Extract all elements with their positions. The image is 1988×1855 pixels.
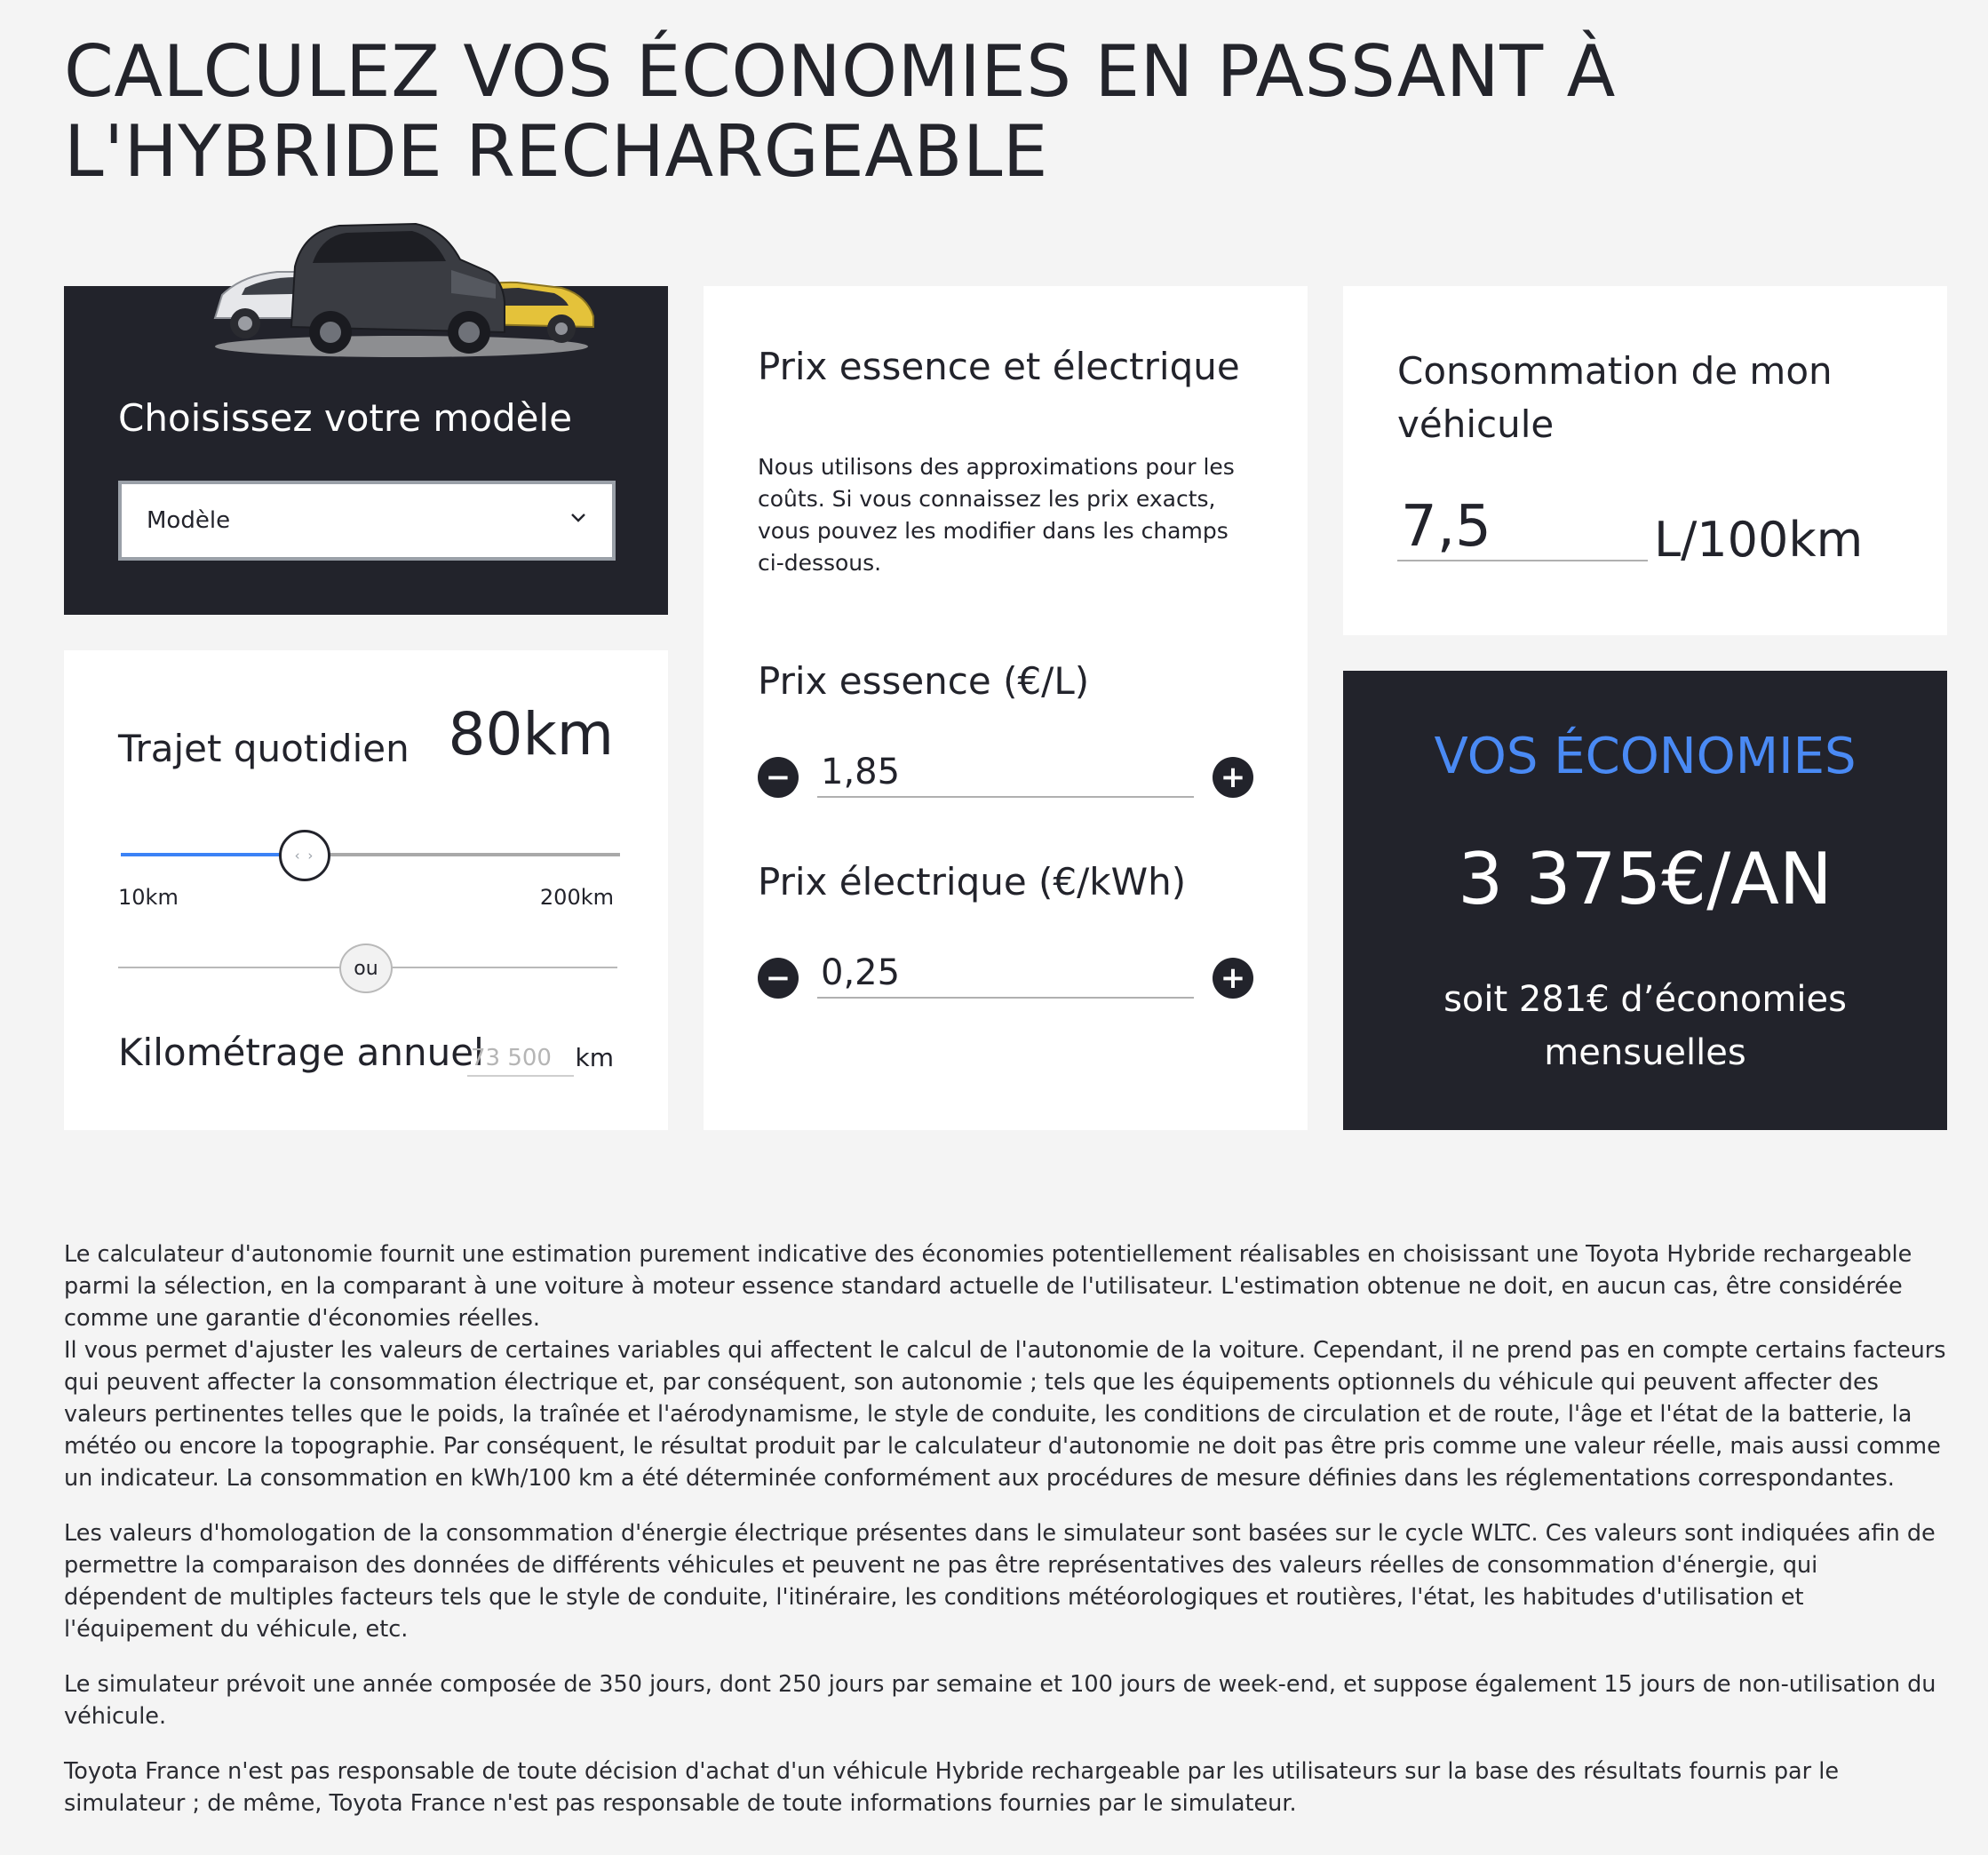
price-description: Nous utilisons des approximations pour les coûts. Si vous connaissez les prix exacts, vous pouvez les modifier dans les champs ci-dessous.	[758, 454, 1235, 576]
trajet-value: 80km	[448, 700, 614, 768]
minus-icon: −	[765, 960, 791, 996]
trajet-slider-fill	[121, 853, 305, 856]
plus-icon: +	[1220, 960, 1246, 996]
disclaimer	[64, 1238, 1947, 1843]
consumption-input[interactable]	[1397, 494, 1648, 561]
trajet-label: Trajet quotidien	[118, 727, 410, 770]
consumption-heading: Consommation de mon véhicule	[1397, 349, 1833, 446]
trajet-slider-thumb[interactable]	[279, 830, 330, 881]
cars-illustration	[206, 213, 597, 364]
savings-value: 3 375€/AN	[1458, 838, 1833, 920]
model-select[interactable]	[118, 481, 616, 561]
fuel-increment-button[interactable]	[1213, 757, 1253, 798]
plus-icon: +	[1220, 760, 1246, 795]
annual-mileage-label: Kilométrage annuel	[118, 1031, 484, 1074]
disclaimer-paragraph: Le simulateur prévoit une année composée de 350 jours, dont 250 jours par semaine et 100 jours de week-end, et suppose également 15 jours de non-utilisation du véhicule.	[64, 1671, 1936, 1730]
fuel-price-label: Prix essence (€/L)	[758, 659, 1090, 703]
model-heading: Choisissez votre modèle	[118, 396, 573, 440]
minus-icon: −	[765, 760, 791, 795]
model-select-value: Modèle	[147, 507, 231, 534]
slider-max-label: 200km	[539, 885, 614, 910]
price-card	[704, 286, 1308, 1130]
disclaimer-paragraph: Toyota France n'est pas responsable de toute décision d'achat d'un véhicule Hybride rechargeable par les utilisateurs sur la base des résultats fournis par le simulateur ; de même, Toyota France n'est pas responsable de toute informations fournies par le simulateur.	[64, 1758, 1840, 1817]
fuel-decrement-button[interactable]	[758, 757, 799, 798]
electric-increment-button[interactable]	[1213, 958, 1253, 999]
electric-price-input[interactable]	[817, 949, 1194, 999]
or-badge: ou	[339, 943, 393, 993]
savings-title: VOS ÉCONOMIES	[1434, 728, 1857, 785]
electric-price-label: Prix électrique (€/kWh)	[758, 860, 1187, 904]
chevron-down-icon	[568, 507, 589, 529]
page-title: CALCULEZ VOS ÉCONOMIES EN PASSANT À L'HYBRIDE RECHARGEABLE	[64, 30, 1616, 193]
savings-card	[1343, 671, 1947, 1130]
savings-subtitle: soit 281€ d’économies mensuelles	[1443, 979, 1847, 1073]
annual-mileage-input[interactable]	[467, 1041, 574, 1077]
disclaimer-paragraph: Les valeurs d'homologation de la consommation d'énergie électrique présentes dans le simulateur sont basées sur le cycle WLTC. Ces valeurs sont indiquées afin de permettre la comparaison des données de différents véhicules et peuvent ne pas être représentatives des valeurs réelles de consommation d'énergie, qui dépendent de multiples facteurs tels que le style de conduite, l'itinéraire, les conditions météorologiques et routières, l'état, les habitudes d'utilisation et l'équipement du véhicule, etc.	[64, 1520, 1936, 1643]
dark-suv	[291, 224, 505, 354]
consumption-card	[1343, 286, 1947, 635]
electric-decrement-button[interactable]	[758, 958, 799, 999]
price-heading: Prix essence et électrique	[758, 345, 1240, 388]
consumption-unit: L/100km	[1654, 512, 1864, 568]
annual-mileage-unit: km	[575, 1043, 614, 1072]
slider-min-label: 10km	[118, 885, 179, 910]
disclaimer-paragraph: Le calculateur d'autonomie fournit une estimation purement indicative des économies potentiellement réalisables en choisissant une Toyota Hybride rechargeable parmi la sélection, en la comparant à une voiture à moteur essence standard actuelle de l'utilisateur. L'estimation obtenue ne doit, en aucun cas, être considérée comme une garantie d'économies réelles.	[64, 1241, 1912, 1332]
trajet-card	[64, 650, 668, 1130]
slider-arrows-icon: ‹ ›	[294, 848, 315, 864]
disclaimer-paragraph: Il vous permet d'ajuster les valeurs de certaines variables qui affectent le calcul de l'autonomie de la voiture. Cependant, il ne prend pas en compte certains facteurs qui peuvent affecter la consommation électrique et, par conséquent, son autonomie ; tels que les équipements optionnels du véhicule qui peuvent affecter des valeurs pertinentes telles que le poids, la traînée et l'aérodynamisme, le style de conduite, les conditions de circulation et de route, l'âge et l'état de la batterie, la météo ou encore la topographie. Par conséquent, le résultat produit par le calculateur d'autonomie ne doit pas être pris comme une valeur réelle, mais aussi comme un indicateur. La consommation en kWh/100 km a été déterminée conformément aux procédures de mesure définies dans les réglementations correspondantes.	[64, 1337, 1946, 1492]
fuel-price-input[interactable]	[817, 748, 1194, 798]
trajet-slider-track[interactable]	[121, 853, 620, 856]
